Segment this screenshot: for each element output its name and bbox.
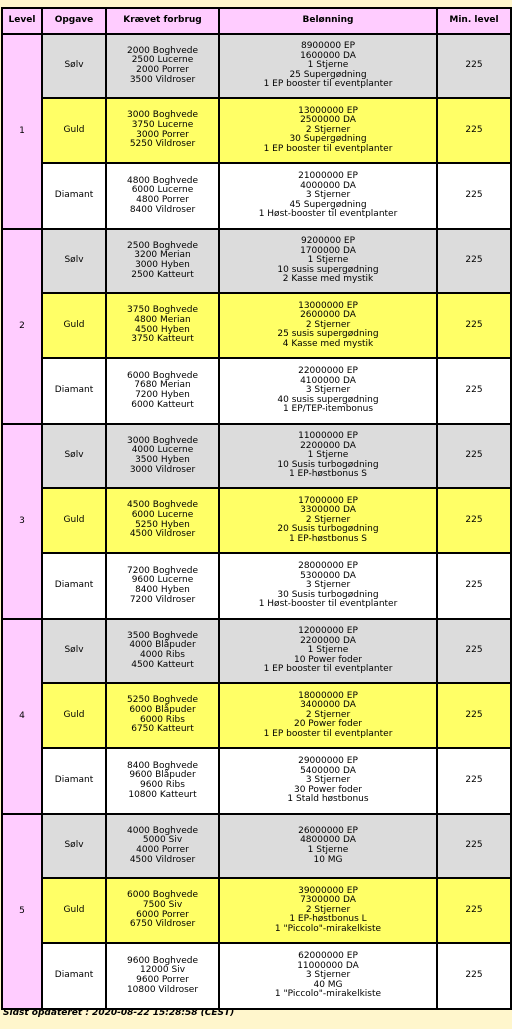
requirements-cell [106, 293, 219, 358]
requirement-line: 8400 Boghvede [127, 760, 198, 771]
level-cell: 5 [2, 814, 42, 1009]
requirement-line: 7680 Merian [134, 380, 191, 391]
min-level-cell: 225 [437, 943, 511, 1009]
table-row [2, 748, 511, 814]
reward-line: 1 EP-høstbonus S [288, 533, 368, 544]
requirements-cell [106, 683, 219, 748]
min-level-cell: 225 [437, 293, 511, 358]
requirements-cell [106, 163, 219, 229]
reward-line: 1 Høst-booster til eventplanter [258, 599, 398, 610]
reward-line: 17000000 EP [298, 495, 358, 506]
reward-line: 1 Stald høstbonus [287, 794, 369, 805]
task-name-cell: Guld [42, 98, 106, 163]
reward-line: 25 susis supergødning [277, 329, 379, 340]
table-row [2, 943, 511, 1009]
requirement-line: 5250 Vildroser [129, 139, 196, 150]
requirement-line: 3000 Vildroser [129, 464, 196, 475]
reward-line: 12000000 EP [298, 626, 358, 637]
table-row [2, 878, 511, 943]
requirement-line: 9600 Lucerne [131, 575, 194, 586]
reward-line: 30 Susis turbogødning [277, 589, 379, 600]
min-level-cell: 225 [437, 358, 511, 424]
requirement-line: 9600 Boghvede [127, 955, 198, 966]
reward-line: 2 Stjerner [305, 319, 351, 330]
reward-line: 5300000 DA [300, 570, 356, 581]
requirements-cell [106, 814, 219, 878]
task-name-cell: Diamant [42, 163, 106, 229]
reward-line: 1600000 DA [300, 50, 356, 61]
reward-line: 7300000 DA [300, 895, 356, 906]
table-row [2, 553, 511, 619]
requirement-line: 4800 Merian [134, 314, 191, 325]
reward-line: 22000000 EP [298, 366, 358, 377]
table-row [2, 814, 511, 878]
requirement-line: 3000 Porrer [136, 129, 189, 140]
reward-line: 30 Supergødning [289, 134, 367, 145]
requirement-line: 7200 Boghvede [127, 565, 198, 576]
task-name-cell: Guld [42, 293, 106, 358]
reward-line: 4800000 DA [300, 835, 356, 846]
reward-line: 39000000 EP [298, 885, 358, 896]
reward-line: 1700000 DA [300, 245, 356, 256]
requirement-line: 9600 Blåpuder [129, 770, 196, 781]
requirement-line: 10800 Vildroser [126, 984, 199, 995]
requirement-line: 10800 Katteurt [128, 789, 197, 800]
requirement-line: 9600 Ribs [140, 780, 185, 790]
reward-line: 1 EP-høstbonus S [288, 469, 368, 480]
requirements-cell [106, 748, 219, 814]
min-level-cell: 225 [437, 98, 511, 163]
rewards-cell [219, 163, 437, 229]
rewards-cell [219, 748, 437, 814]
level-cell: 3 [2, 424, 42, 619]
reward-line: 62000000 EP [298, 951, 358, 962]
rewards-cell [219, 619, 437, 683]
reward-line: 3 Stjerner [305, 775, 351, 786]
reward-line: 1 Stjerne [307, 645, 349, 656]
requirement-line: 3750 Lucerne [131, 119, 194, 130]
table-body [2, 34, 511, 1009]
task-name-cell: Guld [42, 488, 106, 553]
task-name-cell: Sølv [42, 229, 106, 293]
table-row [2, 34, 511, 98]
task-name-cell: Sølv [42, 34, 106, 98]
requirement-line: 3000 Boghvede [127, 435, 198, 446]
requirement-line: 3000 Boghvede [127, 110, 198, 121]
reward-line: 2500000 DA [300, 115, 356, 126]
reward-line: 11000000 EP [298, 431, 358, 442]
table-row [2, 163, 511, 229]
requirement-line: 2000 Boghvede [127, 45, 198, 56]
rewards-cell [219, 424, 437, 488]
requirement-line: 4500 Katteurt [131, 659, 194, 670]
requirement-line: 3000 Hyben [135, 260, 190, 270]
requirement-line: 9600 Porrer [136, 975, 189, 985]
reward-line: 29000000 EP [298, 756, 358, 767]
table-row [2, 358, 511, 424]
header-task: Opgave [42, 8, 106, 34]
reward-line: 2 Kasse med mystik [282, 274, 374, 285]
level-cell: 1 [2, 34, 42, 229]
requirement-line: 3200 Merian [134, 250, 191, 261]
reward-line: 28000000 EP [298, 561, 358, 572]
requirement-line: 4800 Porrer [136, 195, 189, 205]
requirement-line: 4500 Vildroser [129, 854, 196, 865]
requirement-line: 6750 Vildroser [129, 919, 196, 930]
reward-line: 1 EP-høstbonus L [289, 914, 367, 925]
reward-line: 26000000 EP [298, 825, 358, 836]
task-name-cell: Guld [42, 683, 106, 748]
reward-line: 13000000 EP [298, 105, 358, 116]
rewards-cell [219, 943, 437, 1009]
reward-line: 2600000 DA [300, 310, 356, 321]
reward-line: 3 Stjerner [305, 190, 351, 201]
reward-line: 2 Stjerner [305, 904, 351, 915]
requirement-line: 3750 Katteurt [131, 334, 194, 345]
reward-line: 1 EP booster til eventplanter [263, 728, 393, 739]
requirement-line: 7200 Hyben [135, 390, 190, 400]
requirement-line: 4000 Porrer [136, 845, 189, 855]
requirement-line: 6750 Katteurt [131, 724, 194, 735]
reward-line: 3300000 DA [300, 505, 356, 516]
level-cell: 2 [2, 229, 42, 424]
requirements-cell [106, 229, 219, 293]
reward-line: 1 Stjerne [307, 450, 349, 461]
rewards-cell [219, 358, 437, 424]
requirement-line: 4000 Blåpuder [129, 640, 196, 651]
reward-line: 40 susis supergødning [277, 394, 379, 405]
table-row [2, 619, 511, 683]
reward-line: 8900000 EP [300, 41, 356, 52]
min-level-cell: 225 [437, 229, 511, 293]
table-row [2, 488, 511, 553]
table-row [2, 229, 511, 293]
table-row [2, 424, 511, 488]
requirements-cell [106, 553, 219, 619]
reward-line: 25 Supergødning [289, 69, 367, 80]
reward-line: 3 Stjerner [305, 970, 351, 981]
reward-line: 10 MG [313, 854, 343, 865]
requirement-line: 3750 Boghvede [127, 305, 198, 316]
requirements-cell [106, 358, 219, 424]
requirement-line: 5250 Boghvede [127, 695, 198, 706]
reward-line: 2 Stjerner [305, 124, 351, 135]
min-level-cell: 225 [437, 619, 511, 683]
reward-line: 1 Stjerne [307, 255, 349, 266]
reward-line: 2 Stjerner [305, 514, 351, 525]
reward-line: 1 Stjerne [307, 60, 349, 71]
level-cell: 4 [2, 619, 42, 814]
reward-line: 10 Susis turbogødning [277, 459, 379, 470]
requirement-line: 8400 Hyben [135, 585, 190, 595]
min-level-cell: 225 [437, 34, 511, 98]
rewards-cell [219, 553, 437, 619]
reward-line: 9200000 EP [300, 236, 356, 247]
reward-line: 2200000 DA [300, 440, 356, 451]
header-min-level: Min. level [437, 8, 511, 34]
requirement-line: 5000 Siv [142, 835, 183, 846]
requirement-line: 3500 Vildroser [129, 74, 196, 85]
reward-line: 1 Høst-booster til eventplanter [258, 209, 398, 220]
table-row [2, 293, 511, 358]
requirement-line: 2000 Porrer [136, 65, 189, 75]
requirement-line: 4500 Boghvede [127, 500, 198, 511]
event-rewards-table [1, 7, 512, 1010]
reward-line: 3400000 DA [300, 700, 356, 711]
reward-line: 21000000 EP [298, 171, 358, 182]
table-row [2, 683, 511, 748]
min-level-cell: 225 [437, 878, 511, 943]
reward-line: 1 EP/TEP-itembonus [282, 404, 374, 415]
task-name-cell: Sølv [42, 619, 106, 683]
reward-line: 1 Stjerne [307, 845, 349, 855]
requirement-line: 2500 Katteurt [131, 269, 194, 280]
rewards-cell [219, 229, 437, 293]
requirements-cell [106, 943, 219, 1009]
rewards-cell [219, 814, 437, 878]
requirement-line: 6000 Lucerne [131, 185, 194, 196]
reward-line: 1 EP booster til eventplanter [263, 143, 393, 154]
requirement-line: 6000 Boghvede [127, 890, 198, 901]
reward-line: 4 Kasse med mystik [282, 338, 374, 349]
reward-line: 1 EP booster til eventplanter [263, 79, 393, 90]
reward-line: 11000000 DA [297, 960, 359, 971]
task-name-cell: Diamant [42, 943, 106, 1009]
reward-line: 20 Susis turbogødning [277, 524, 379, 535]
requirement-line: 5250 Hyben [135, 519, 190, 530]
reward-line: 1 "Piccolo"-mirakelkiste [274, 989, 382, 1000]
requirement-line: 6000 Katteurt [131, 399, 194, 410]
requirement-line: 7500 Siv [142, 899, 183, 910]
rewards-cell [219, 293, 437, 358]
requirement-line: 6000 Blåpuder [129, 704, 196, 715]
reward-line: 3 Stjerner [305, 580, 351, 591]
task-name-cell: Guld [42, 878, 106, 943]
rewards-cell [219, 98, 437, 163]
requirements-cell [106, 424, 219, 488]
reward-line: 10 Power foder [293, 654, 362, 665]
reward-line: 45 Supergødning [289, 199, 367, 210]
requirement-line: 6000 Ribs [140, 714, 185, 725]
reward-line: 2 Stjerner [305, 709, 351, 720]
last-updated-footer: Sidst opdateret : 2020-08-22 15:28:58 (CEST) [3, 1008, 235, 1018]
reward-line: 20 Power foder [293, 719, 362, 730]
requirements-cell [106, 98, 219, 163]
requirements-cell [106, 488, 219, 553]
header-rewards: Belønning [219, 8, 437, 34]
rewards-cell [219, 34, 437, 98]
requirement-line: 4000 Ribs [140, 650, 185, 660]
requirements-cell [106, 619, 219, 683]
reward-line: 1 EP booster til eventplanter [263, 664, 393, 675]
requirement-line: 2500 Boghvede [127, 240, 198, 251]
requirement-line: 8400 Vildroser [129, 204, 196, 215]
requirement-line: 4000 Boghvede [127, 825, 198, 836]
requirements-cell [106, 34, 219, 98]
reward-line: 4000000 DA [300, 180, 356, 191]
task-name-cell: Sølv [42, 424, 106, 488]
reward-line: 40 MG [313, 979, 343, 990]
requirement-line: 4000 Lucerne [131, 445, 194, 456]
reward-line: 10 susis supergødning [277, 264, 379, 275]
reward-line: 30 Power foder [293, 784, 362, 795]
rewards-cell [219, 683, 437, 748]
reward-line: 4100000 DA [300, 375, 356, 386]
min-level-cell: 225 [437, 814, 511, 878]
rewards-cell [219, 488, 437, 553]
requirement-line: 2500 Lucerne [131, 55, 194, 66]
table-row [2, 98, 511, 163]
min-level-cell: 225 [437, 553, 511, 619]
task-name-cell: Diamant [42, 553, 106, 619]
requirement-line: 7200 Vildroser [129, 594, 196, 605]
task-name-cell: Diamant [42, 748, 106, 814]
reward-line: 5400000 DA [300, 765, 356, 776]
reward-line: 2200000 DA [300, 635, 356, 646]
requirement-line: 4800 Boghvede [127, 175, 198, 186]
requirement-line: 3500 Boghvede [127, 630, 198, 641]
header-requirements: Krævet forbrug [106, 8, 219, 34]
header-row [2, 8, 511, 34]
requirement-line: 6000 Porrer [136, 909, 189, 920]
min-level-cell: 225 [437, 683, 511, 748]
requirement-line: 12000 Siv [139, 965, 186, 976]
task-name-cell: Diamant [42, 358, 106, 424]
min-level-cell: 225 [437, 163, 511, 229]
reward-line: 13000000 EP [298, 300, 358, 311]
reward-line: 18000000 EP [298, 690, 358, 701]
reward-line: 1 "Piccolo"-mirakelkiste [274, 923, 382, 934]
requirement-line: 6000 Lucerne [131, 509, 194, 520]
rewards-cell [219, 878, 437, 943]
task-name-cell: Sølv [42, 814, 106, 878]
requirement-line: 3500 Hyben [135, 455, 190, 465]
requirement-line: 4500 Vildroser [129, 529, 196, 540]
requirements-cell [106, 878, 219, 943]
requirement-line: 6000 Boghvede [127, 370, 198, 381]
header-level: Level [2, 8, 42, 34]
min-level-cell: 225 [437, 424, 511, 488]
min-level-cell: 225 [437, 488, 511, 553]
min-level-cell: 225 [437, 748, 511, 814]
reward-line: 3 Stjerner [305, 385, 351, 396]
requirement-line: 4500 Hyben [135, 324, 190, 335]
